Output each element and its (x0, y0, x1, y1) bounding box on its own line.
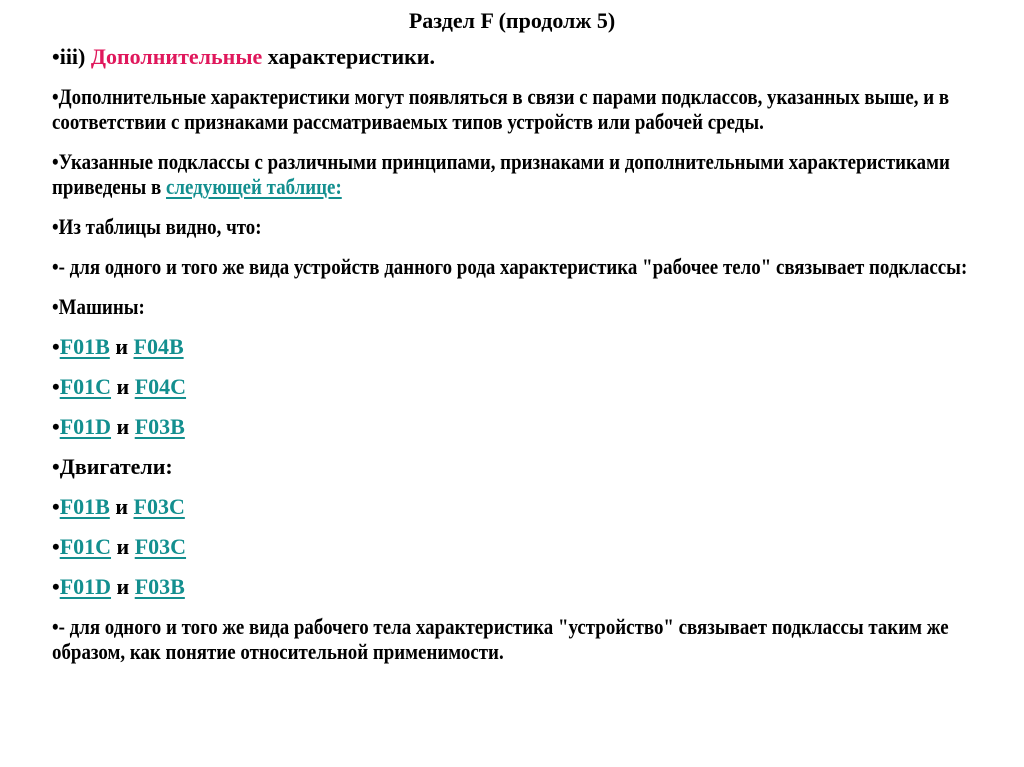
class-link[interactable]: F04B (133, 334, 184, 359)
class-link[interactable]: F01C (59, 374, 112, 399)
machines-heading: •Машины: (52, 294, 145, 319)
class-link[interactable]: F01B (59, 334, 110, 359)
list-item (52, 334, 982, 359)
conjunction: и (111, 414, 135, 439)
conjunction: и (111, 374, 135, 399)
paragraph-device-characteristic (52, 614, 981, 664)
class-link[interactable]: F01C (59, 534, 112, 559)
class-link[interactable]: F03C (133, 494, 185, 519)
class-link[interactable]: F01D (59, 414, 112, 439)
bullet: • (52, 334, 60, 359)
paragraph-table-reference (52, 149, 981, 199)
list-item (52, 534, 982, 559)
bullet: • (52, 374, 60, 399)
class-link[interactable]: F01B (59, 494, 110, 519)
bullet: • (52, 494, 60, 519)
class-link[interactable]: F03B (134, 574, 185, 599)
list-item (52, 414, 982, 439)
heading-rest: характеристики. (262, 44, 435, 69)
class-link[interactable]: F03B (134, 414, 185, 439)
list-item (52, 374, 982, 399)
conjunction: и (111, 534, 135, 559)
paragraph-working-body (52, 254, 981, 279)
conjunction: и (111, 574, 135, 599)
class-link[interactable]: F03C (134, 534, 187, 559)
slide-content (52, 44, 982, 679)
slide-title: Раздел F (продолж 5) (408, 8, 616, 33)
class-link[interactable]: F01D (59, 574, 112, 599)
bullet: • (52, 534, 60, 559)
class-link[interactable]: F04C (134, 374, 187, 399)
bullet: • (52, 574, 60, 599)
engines-list (52, 494, 982, 599)
engines-heading: •Двигатели: (52, 454, 173, 479)
paragraph-text: •Указанные подклассы с различными принципами, признаками и дополнительными характеристиками приведены в (52, 149, 950, 199)
conjunction: и (109, 334, 134, 359)
accent-word: Дополнительные (90, 44, 263, 69)
paragraph-text: •- для одного и того же вида рабочего тела характеристика "устройство" связывает подклассы таким же образом, как понятие относительной применимости. (52, 614, 949, 664)
bullet-label: •iii) (52, 44, 91, 69)
paragraph-additional-characteristics-heading (52, 44, 982, 69)
list-item (52, 574, 982, 599)
paragraph-text: •Дополнительные характеристики могут появляться в связи с парами подклассов, указанных выше, и в соответствии с признаками рассматриваемых типов устройств или рабочей среды. (52, 84, 950, 134)
list-item (52, 494, 982, 519)
next-table-link[interactable]: следующей таблице: (166, 174, 342, 199)
conjunction: и (109, 494, 134, 519)
bullet: • (52, 414, 60, 439)
paragraph-text: •- для одного и того же вида устройств данного рода характеристика "рабочее тело" связывает подклассы: (52, 254, 968, 279)
paragraph-text: •Из таблицы видно, что: (52, 214, 262, 239)
machines-list (52, 334, 982, 439)
paragraph-description (52, 84, 981, 134)
paragraph-from-table (52, 214, 981, 239)
